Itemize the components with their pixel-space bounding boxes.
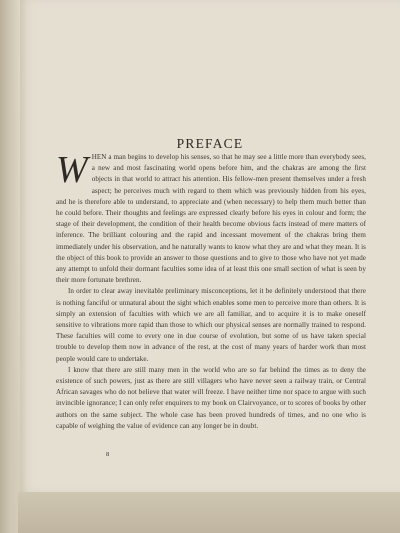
page-stack-edge <box>18 492 400 533</box>
page-number: 8 <box>106 451 110 458</box>
gutter-shadow <box>0 0 26 533</box>
paragraph-3: I know that there are still many men in the world who are so far behind the times as to deny the existence of such powers, just as there are still villagers who have never seen a railway train, or Central African savages who do not believe that water will freeze. I have neither time nor space to argue with such invincible ignorance; I can only refer enquirers to my book on Clairvoyance, or to scores of books by other authors on the same subject. The whole case has been proved hundreds of times, and no one who is capable of weighing the value of evidence can any longer be in doubt. <box>56 365 366 430</box>
drop-cap: W <box>56 149 88 191</box>
paragraph-1 <box>56 149 366 286</box>
paragraph-1-text: HEN a man begins to develop his senses, so that he may see a little more than everybody sees, a new and most fascinating world opens before him, and the chakras are among the first objects in that world to attract his attention. His fellow-men present themselves under a fresh aspect; he perceives much with regard to them which was previously hidden from his eyes, and he is therefore able to understand, to appreciate and (when necessary) to help them much better than he could before. Their thoughts and feelings are expressed clearly before his eyes in colour and form; the stage of their development, the condition of their health become obvious facts instead of mere matters of inference. The brilliant colouring and the rapid and incessant movement of the chakras bring them immediately under his observation, and he naturally wants to know what they are and what they mean. It is the object of this book to provide an answer to those questions and to give to those who have not yet made any attempt to unfold their dormant faculties some idea of at least this one small section of what is seen by their more fortunate brethren. <box>56 153 366 285</box>
page-title: PREFACE <box>176 136 244 151</box>
paragraph-2: In order to clear away inevitable preliminary misconceptions, let it be definitely understood that there is nothing fanciful or unnatural about the sight which enables some men to perceive more than others. It is simply an extension of faculties with which we are all familiar, and to acquire it is to make oneself sensitive to vibrations more rapid than those to which our physical senses are normally trained to respond. These faculties will come to every one in due course of evolution, but some of us have taken special trouble to develop them now in advance of the rest, at the cost of many years of harder work than most people would care to undertake. <box>56 287 366 363</box>
book-page <box>20 0 400 492</box>
body-text <box>56 149 366 432</box>
